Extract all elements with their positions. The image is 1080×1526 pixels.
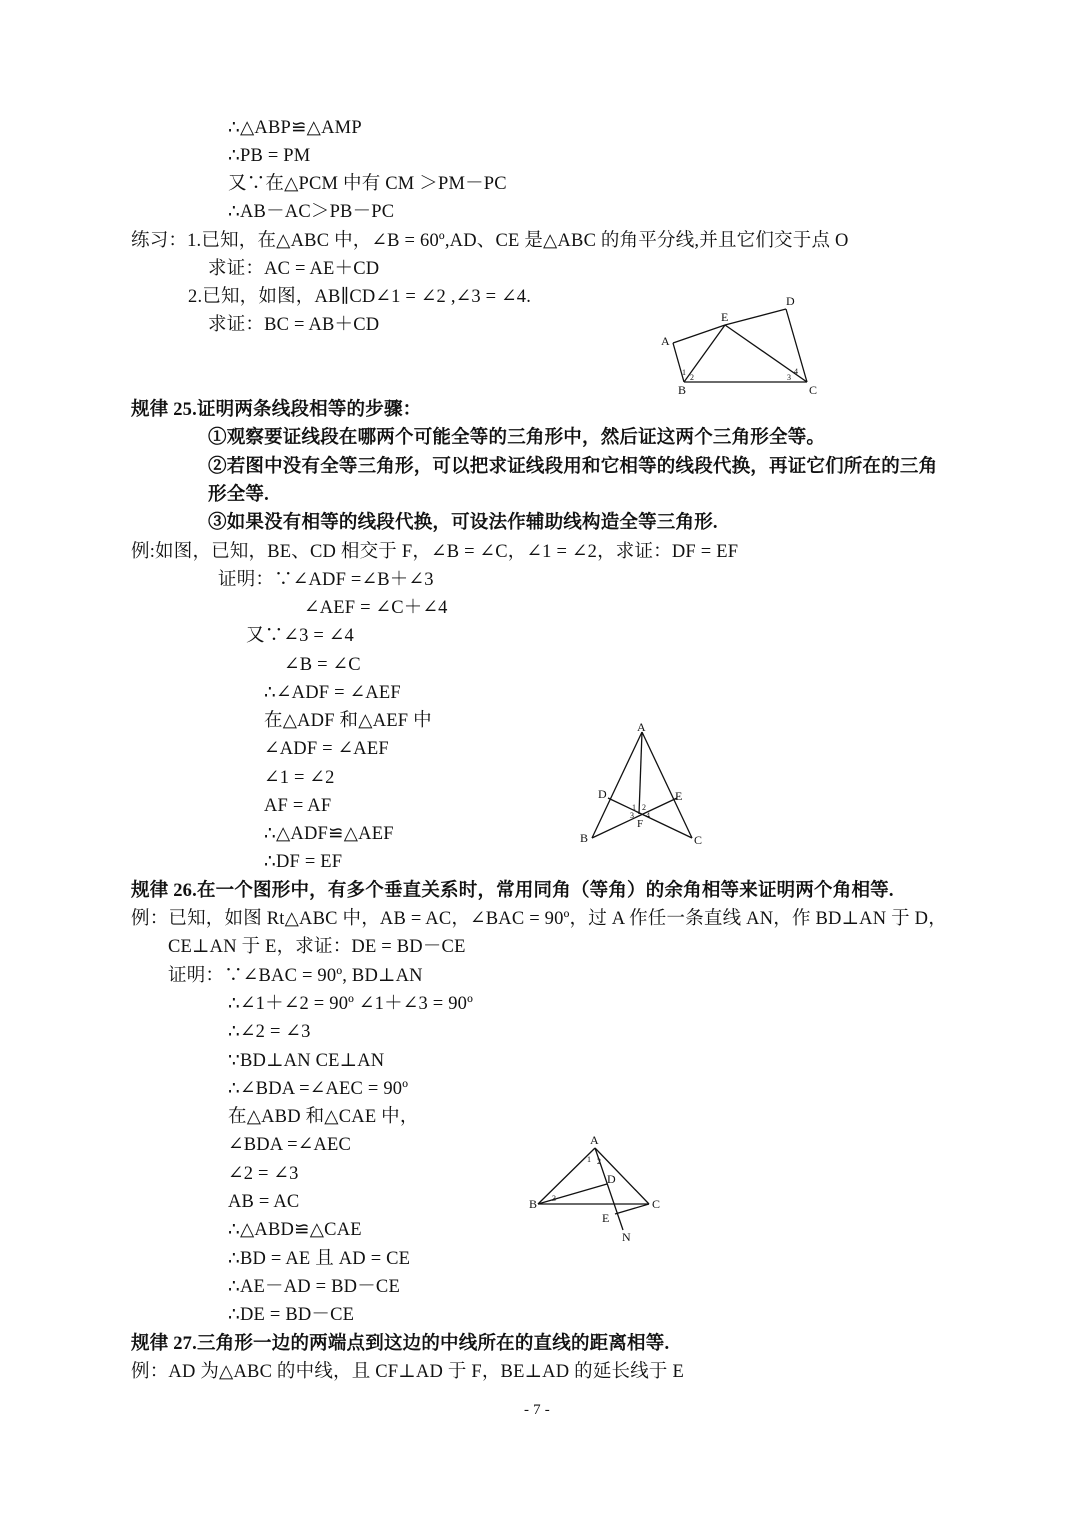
label-a: A xyxy=(637,720,646,734)
text-line: ∴△ABP≌△AMP xyxy=(228,118,362,138)
angle-label-1: 1 xyxy=(587,1155,591,1164)
rule-27-heading: 规律 27.三角形一边的两端点到这边的中线所在的直线的距离相等. xyxy=(131,1334,670,1354)
text-line: ∴∠1＋∠2 = 90º ∠1＋∠3 = 90º xyxy=(228,994,474,1014)
text-line: ∵BD⊥AN CE⊥AN xyxy=(228,1051,385,1071)
text-line: ∴△ABD≌△CAE xyxy=(228,1220,362,1240)
angle-label-3: 3 xyxy=(787,373,791,382)
text-line: 证明：∵∠BAC = 90º, BD⊥AN xyxy=(168,966,423,986)
angle-label-1: 1 xyxy=(632,803,636,812)
text-line: 求证：AC = AE＋CD xyxy=(208,259,380,279)
figure-exercise-2 xyxy=(655,292,825,402)
angle-label-3: 3 xyxy=(552,1194,556,1203)
rule-25-heading: 规律 25.证明两条线段相等的步骤： xyxy=(131,400,422,420)
segment-ce xyxy=(615,1204,649,1214)
text-line: ②若图中没有全等三角形，可以把求证线段用和它相等的线段代换，再证它们所在的三角 xyxy=(208,457,938,477)
segment-ea xyxy=(673,325,725,343)
text-line: ∠2 = ∠3 xyxy=(228,1164,299,1184)
angle-label-4: 4 xyxy=(794,367,798,376)
text-line: ∴DF = EF xyxy=(264,852,343,872)
label-b: B xyxy=(678,383,687,397)
label-c: C xyxy=(652,1197,661,1211)
label-b: B xyxy=(580,831,589,845)
example-line: 例：AD 为△ABC 的中线，且 CF⊥AD 于 F，BE⊥AD 的延长线于 E xyxy=(131,1362,684,1382)
segment-af xyxy=(639,732,642,814)
segment-ac xyxy=(595,1148,649,1204)
text-line: ∠AEF = ∠C＋∠4 xyxy=(304,598,448,618)
text-line: ∠1 = ∠2 xyxy=(264,768,335,788)
figure-rule-26-example xyxy=(525,1130,675,1245)
text-line: ∠B = ∠C xyxy=(284,655,361,675)
text-line: 证明：∵∠ADF =∠B＋∠3 xyxy=(218,570,434,590)
rule-26-heading: 规律 26.在一个图形中，有多个垂直关系时，常用同角（等角）的余角相等来证明两个角相等. xyxy=(131,881,894,901)
label-a: A xyxy=(661,334,670,348)
label-a: A xyxy=(590,1133,599,1147)
exercise-heading: 练习：1.已知，在△ABC 中，∠B = 60º,AD、CE 是△ABC 的角平分线,并且它们交于点 O xyxy=(131,231,849,251)
angle-label-1: 1 xyxy=(682,368,686,377)
segment-ac xyxy=(642,732,692,838)
segment-de xyxy=(725,309,786,325)
text-line: ∴∠2 = ∠3 xyxy=(228,1022,311,1042)
label-e: E xyxy=(675,789,683,803)
label-f: F xyxy=(637,818,644,830)
label-e: E xyxy=(721,310,729,324)
label-d: D xyxy=(598,787,607,801)
segment-cd xyxy=(608,798,692,838)
text-line: 在△ADF 和△AEF 中 xyxy=(264,711,432,731)
text-line: 又∵在△PCM 中有 CM ＞PM－PC xyxy=(228,174,507,194)
angle-label-4: 4 xyxy=(646,811,650,820)
text-line: ∴△ADF≌△AEF xyxy=(264,824,394,844)
text-line: ∴DE = BD－CE xyxy=(228,1305,355,1325)
page-number: - 7 - xyxy=(524,1402,550,1418)
text-line: ∠ADF = ∠AEF xyxy=(264,739,389,759)
text-line: ∴PB = PM xyxy=(228,146,311,166)
text-line: 又∵∠3 = ∠4 xyxy=(246,626,354,646)
text-line: ∴AB－AC＞PB－PC xyxy=(228,202,395,222)
text-line: ∴BD = AE 且 AD = CE xyxy=(228,1249,411,1269)
figure-rule-25-example xyxy=(575,718,715,848)
text-line: 形全等. xyxy=(208,485,269,505)
text-line: AB = AC xyxy=(228,1192,300,1212)
angle-label-2: 2 xyxy=(597,1157,601,1166)
example-line: 例：已知，如图 Rt△ABC 中，AB = AC，∠BAC = 90º，过 A 作任一条直线 AN，作 BD⊥AN 于 D， xyxy=(131,909,947,929)
label-d: D xyxy=(786,294,795,308)
label-b: B xyxy=(529,1197,538,1211)
text-line: AF = AF xyxy=(264,796,332,816)
angle-label-2: 2 xyxy=(642,803,646,812)
angle-label-3: 3 xyxy=(630,811,634,820)
text-line: 求证：BC = AB＋CD xyxy=(208,315,380,335)
label-n: N xyxy=(622,1230,631,1244)
text-line: ∴∠ADF = ∠AEF xyxy=(264,683,401,703)
angle-label-2: 2 xyxy=(690,373,694,382)
label-c: C xyxy=(809,383,818,397)
label-c: C xyxy=(694,833,703,847)
text-line: ③如果没有相等的线段代换，可设法作辅助线构造全等三角形. xyxy=(208,513,718,533)
text-line: 2.已知，如图，AB∥CD∠1 = ∠2 ,∠3 = ∠4. xyxy=(188,287,532,307)
segment-ab xyxy=(592,732,642,838)
text-line: ∴AE－AD = BD－CE xyxy=(228,1277,400,1297)
text-line: ∴∠BDA =∠AEC = 90º xyxy=(228,1079,409,1099)
text-line: ①观察要证线段在哪两个可能全等的三角形中，然后证这两个三角形全等。 xyxy=(208,428,826,448)
text-line: 在△ABD 和△CAE 中， xyxy=(228,1107,419,1127)
label-d: D xyxy=(607,1172,616,1186)
text-line: ∠BDA =∠AEC xyxy=(228,1135,352,1155)
label-e: E xyxy=(602,1211,610,1225)
example-line: 例:如图，已知，BE、CD 相交于 F，∠B = ∠C，∠1 = ∠2，求证：DF = EF xyxy=(131,542,739,562)
text-line: CE⊥AN 于 E，求证：DE = BD－CE xyxy=(168,937,466,957)
